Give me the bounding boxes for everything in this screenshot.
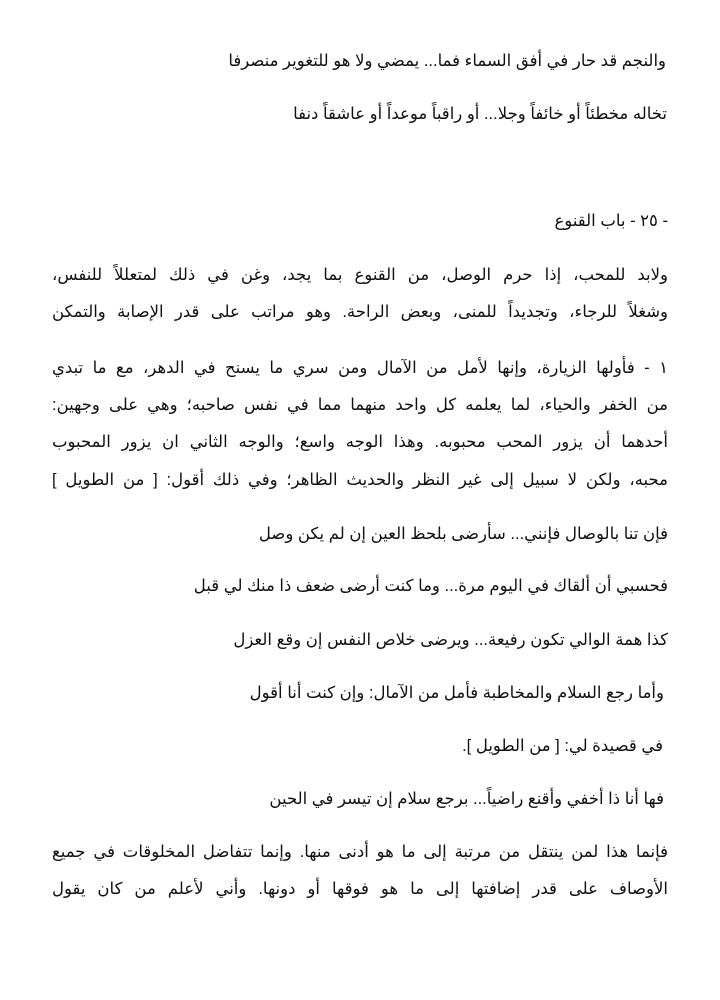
poem-2-line-1: فها أنا ذا أخفي وأقنع راضياً... برجع سلام إن تيسر في الحين: [269, 790, 664, 808]
poem-top-line-1: والنجم قد حار في أفق السماء فما... يمضي ولا هو للتغوير منصرفا: [228, 52, 666, 70]
chapter-title: - ٢٥ - باب القنوع: [554, 212, 668, 230]
paragraph-1-line-1: ولابد للمحب، إذا حرم الوصل، من القنوع بما يجد، وغن في ذلك لمتعللاً للنفس،: [52, 266, 668, 284]
paragraph-2-line-4: محبه، ولكن لا سبيل إلى غير النظر والحديث الظاهر؛ وفي ذلك أقول: [ من الطويل ]: [52, 471, 668, 489]
paragraph-3-line-2: في قصيدة لي: [ من الطويل ].: [462, 737, 663, 755]
poem-1-line-2: فحسبي أن ألقاك في اليوم مرة... وما كنت أرضى ضعف ذا منك لي قبل: [193, 577, 668, 595]
poem-top-line-2: تخاله مخطئاً أو خائفاً وجلا... أو راقباً موعداً أو عاشقاً دنفا: [293, 105, 667, 123]
poem-1-line-3: كذا همة الوالي تكون رفيعة... ويرضى خلاص النفس إن وقع العزل: [233, 631, 668, 649]
paragraph-2-line-3: أحدهما أن يزور المحب محبوبه. وهذا الوجه واسع؛ والوجه الثاني ان يزور المحبوب: [52, 433, 668, 451]
paragraph-4-line-2: الأوصاف على قدر إضافتها إلى ما هو فوقها أو دونها. وأني لأعلم من كان يقول: [52, 880, 668, 898]
paragraph-2-line-1: ١ - فأولها الزيارة، وإنها لأمل من الآمال ومن سري ما يسنح في الدهر، مع ما تبدي: [52, 359, 668, 377]
paragraph-2-line-2: من الخفر والحياء، لما يعلمه كل واحد منهما مما في نفس صاحبه؛ وهي على وجهين:: [52, 396, 668, 414]
paragraph-1-line-2: وشغلاً للرجاء، وتجديداً للمنى، وبعض الراحة. وهو مراتب على قدر الإصابة والتمكن: [52, 303, 668, 321]
paragraph-3-line-1: وأما رجع السلام والمخاطبة فأمل من الآمال: وإن كنت أنا أقول: [249, 684, 664, 702]
paragraph-4-line-1: فإنما هذا لمن ينتقل من مرتبة إلى ما هو أدنى منها. وإنما تتفاضل المخلوقات في جميع: [52, 843, 668, 861]
poem-1-line-1: فإن تنا بالوصال فإنني... سأرضى بلحظ العين إن لم يكن وصل: [258, 525, 668, 543]
